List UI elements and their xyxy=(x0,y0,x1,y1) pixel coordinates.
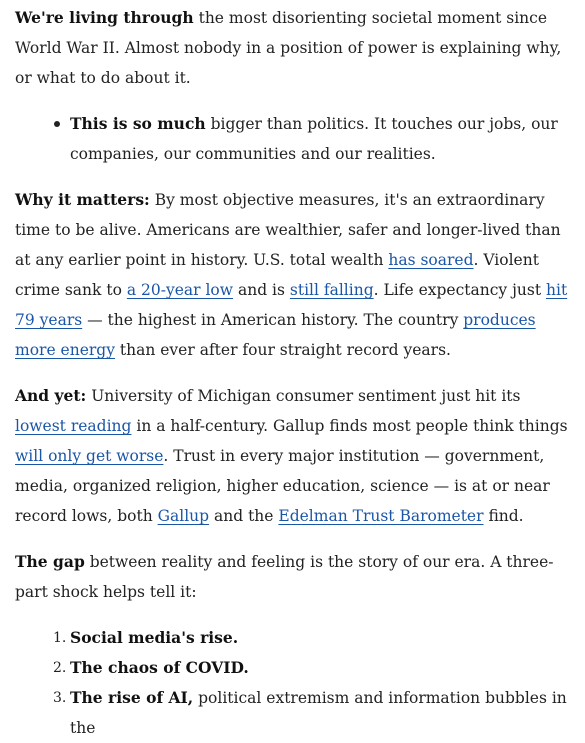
paragraph-intro xyxy=(15,3,575,93)
shock-text: political extremism and information bubbles in the xyxy=(70,689,567,737)
link-hit-79-years[interactable]: hit 79 years xyxy=(15,281,568,329)
shock-list xyxy=(15,623,575,743)
link-still-falling[interactable]: still falling xyxy=(289,281,374,299)
list-number: 1. xyxy=(53,630,67,646)
paragraph-text: and the xyxy=(209,507,279,525)
paragraph-text: — the highest in American history. The country xyxy=(82,311,464,329)
link-20-year-low[interactable]: a 20-year low xyxy=(126,281,234,299)
link-has-soared[interactable]: has soared xyxy=(388,251,474,269)
shock-lead: The chaos of COVID. xyxy=(70,658,249,677)
paragraph-text: . Violent crime sank to xyxy=(15,251,539,299)
bullet-item xyxy=(70,109,575,169)
shock-lead: Social media's rise. xyxy=(70,628,239,647)
article-body xyxy=(15,3,575,743)
paragraph-text: than ever after four straight record years. xyxy=(114,341,451,359)
paragraph-lead: Why it matters: xyxy=(15,190,150,209)
shock-lead: The rise of AI, xyxy=(70,688,194,707)
paragraph-text: By most objective measures, it's an extraordinary time to be alive. Americans are wealthier, safer and longer-lived than at any earlier point in history. U.S. total wealth xyxy=(15,191,561,269)
shock-item xyxy=(53,623,575,653)
paragraph-the-gap xyxy=(15,547,575,607)
paragraph-text: in a half-century. Gallup finds most people think things xyxy=(131,417,568,435)
link-will-only-get-worse[interactable]: will only get worse xyxy=(15,447,164,465)
link-produces-more-energy[interactable]: produces more energy xyxy=(15,311,536,359)
paragraph-lead: And yet: xyxy=(15,386,87,405)
list-number: 3. xyxy=(53,690,67,706)
bullet-text: bigger than politics. It touches our jobs, our companies, our communities and our realities. xyxy=(70,115,558,163)
paragraph-text: . Life expectancy just xyxy=(373,281,546,299)
paragraph-lead: The gap xyxy=(15,552,85,571)
paragraph-text: between reality and feeling is the story of our era. A three-part shock helps tell it: xyxy=(15,553,554,601)
link-gallup[interactable]: Gallup xyxy=(157,507,210,525)
paragraph-why-it-matters xyxy=(15,185,575,365)
link-edelman-trust-barometer[interactable]: Edelman Trust Barometer xyxy=(278,507,484,525)
paragraph-and-yet xyxy=(15,381,575,531)
paragraph-text: University of Michigan consumer sentiment just hit its xyxy=(86,387,521,405)
shock-item xyxy=(53,653,575,683)
list-number: 2. xyxy=(53,660,67,676)
shock-item xyxy=(53,683,575,743)
paragraph-text: find. xyxy=(483,507,524,525)
bullet-list xyxy=(15,109,575,169)
bullet-lead: This is so much xyxy=(70,114,206,133)
paragraph-text: the most disorienting societal moment since World War II. Almost nobody in a position of power is explaining why, or what to do about it. xyxy=(15,9,562,87)
paragraph-lead: We're living through xyxy=(15,8,194,27)
paragraph-text: . Trust in every major institution — government, media, organized religion, higher education, science — is at or near record lows, both xyxy=(15,447,550,525)
link-lowest-reading[interactable]: lowest reading xyxy=(15,417,132,435)
paragraph-text: and is xyxy=(233,281,290,299)
